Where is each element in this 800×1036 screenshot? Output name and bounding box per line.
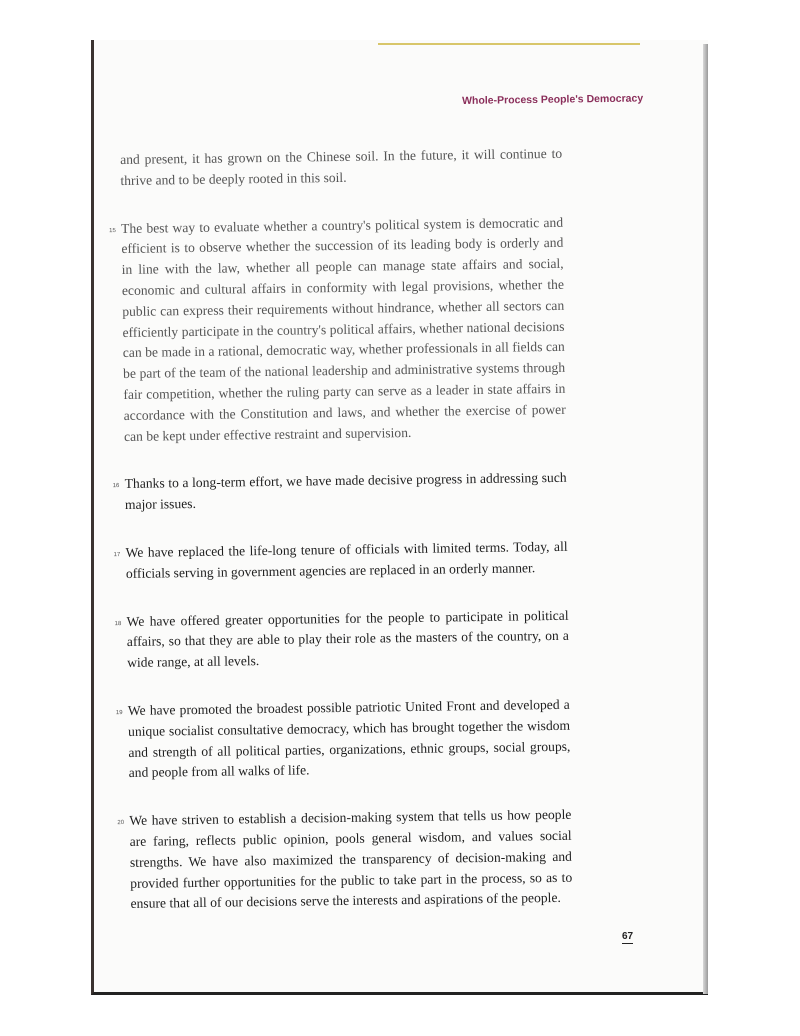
page-edge-shadow	[703, 44, 708, 994]
paragraph-number: 16	[112, 483, 120, 490]
page-number: 67	[622, 931, 634, 942]
paragraph-18	[114, 605, 569, 674]
body-text	[109, 144, 573, 915]
paragraph-continuation	[120, 144, 563, 192]
paragraph-text: We have replaced the life-long tenure of officials with limited terms. Today, all officials serving in government agencies are replaced in an orderly manner.	[125, 538, 568, 581]
paragraph-17	[113, 537, 568, 585]
paragraph-19	[115, 695, 571, 784]
paragraph-number: 18	[114, 620, 122, 627]
paragraph-text: We have promoted the broadest possible patriotic United Front and developed a unique socialist consultative democracy, which has brought together the wisdom and strength of all political parties, organizations, ethnic groups, social groups, and people from all walks of life.	[127, 696, 571, 781]
paragraph-text: The best way to evaluate whether a country's political system is democratic and efficient is to observe whether the succession of its leading body is orderly and in line with the law, whether all people can manage state affairs and social, economic and cultural affairs in conformity with legal provisions, whether the public can express their requirements without hindrance, whether all sectors can efficiently participate in the country's political affairs, whether national decisions can be made in a rational, democratic way, whether professionals in all fields can be part of the team of the national leadership and administrative systems through fair competition, whether the ruling party can serve as a leader in state affairs in accordance with the Constitution and laws, and whether the exercise of power can be kept under effective restraint and supervision.	[120, 214, 566, 444]
paragraph-20	[117, 805, 573, 915]
paragraph-number: 17	[113, 551, 121, 559]
paragraph-text: Thanks to a long-term effort, we have made decisive progress in addressing such major issues.	[124, 470, 567, 513]
paragraph-number: 19	[115, 709, 123, 717]
paragraph-text: We have offered greater opportunities for the people to participate in political affairs, so that they are able to play their role as the masters of the country, on a wide range, at all levels.	[126, 607, 569, 671]
running-head: Whole-Process People's Democracy	[462, 92, 644, 107]
paragraph-number: 20	[117, 820, 125, 827]
paragraph-16	[112, 468, 568, 516]
paragraph-text: We have striven to establish a decision-making system that tells us how people are faring, reflects public opinion, pools general wisdom, and values social strengths. We have also maximized the transparency of decision-making and provided further opportunities for the public to take part in the process, so as to ensure that all of our decisions serve the interests and aspirations of the people.	[129, 806, 573, 912]
header-rule	[378, 43, 640, 45]
paragraph-number: 15	[109, 227, 116, 234]
paragraph-15	[109, 212, 566, 447]
paragraph-text: and present, it has grown on the Chinese soil. In the future, it will continue to thrive and to be deeply rooted in this soil.	[120, 145, 563, 188]
